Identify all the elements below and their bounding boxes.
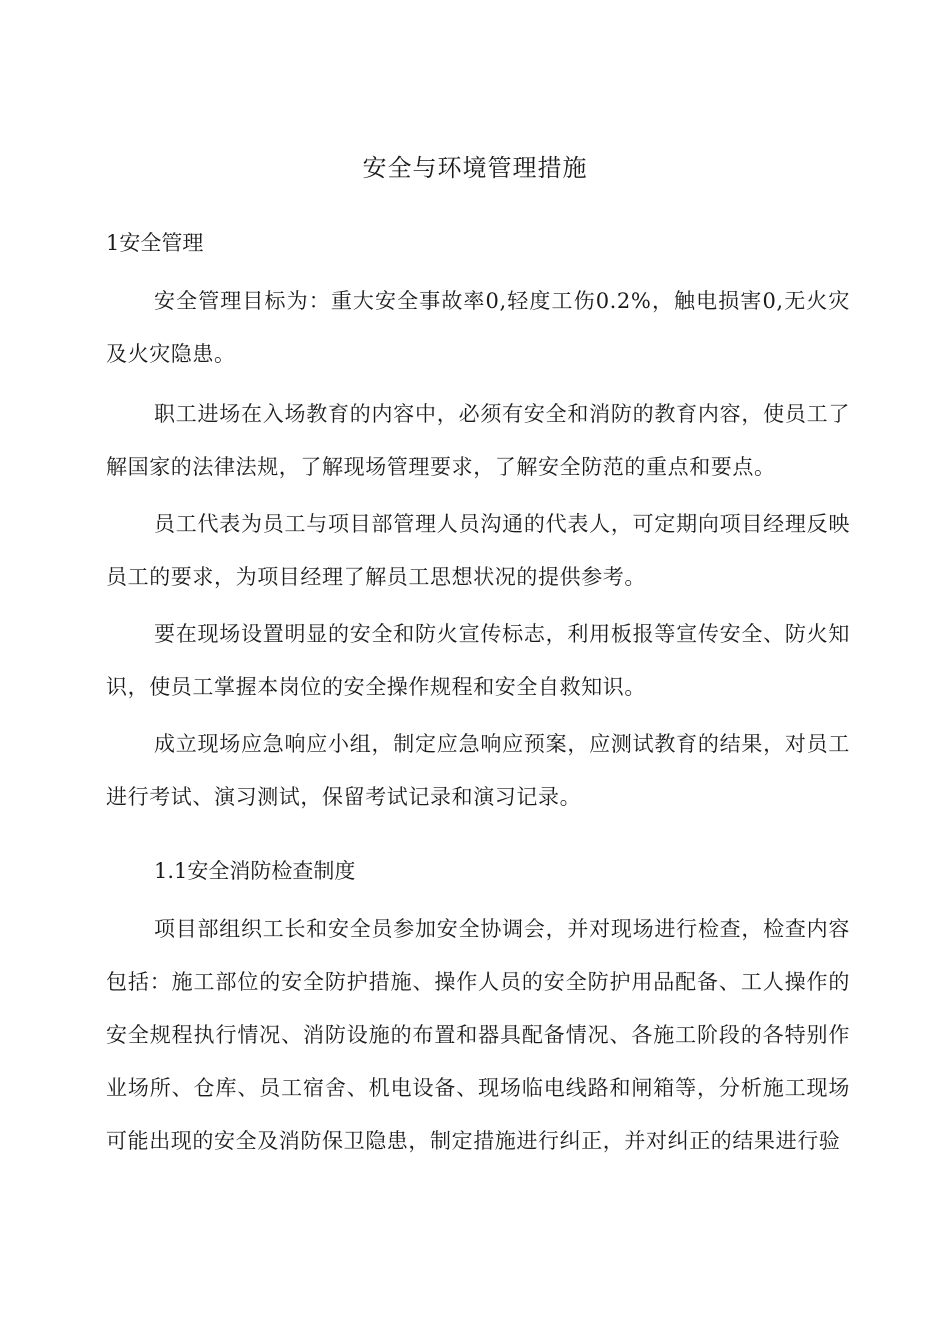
paragraph-safety-goals: 安全管理目标为：重大安全事故率0,轻度工伤0.2%，触电损害0,无火灾及火灾隐患。 (106, 289, 850, 366)
section-1-heading: 1安全管理 (106, 231, 204, 255)
paragraph-inspection-system: 项目部组织工长和安全员参加安全协调会，并对现场进行检查，检查内容包括：施工部位的安全防护措施、操作人员的安全防护用品配备、工人操作的安全规程执行情况、消防设施的布置和器具配备情况、各施工阶段的各特别作业场所、仓库、员工宿舍、机电设备、现场临电线路和闸箱等，分析施工现场可能出现的安全及消防保卫隐患，制定措施进行纠正，并对纠正的结果进行验 (106, 917, 850, 1153)
paragraph-entry-education: 职工进场在入场教育的内容中，必须有安全和消防的教育内容，使员工了解国家的法律法规，了解现场管理要求，了解安全防范的重点和要点。 (106, 402, 850, 479)
document-title: 安全与环境管理措施 (362, 154, 588, 182)
paragraph-employee-representative: 员工代表为员工与项目部管理人员沟通的代表人，可定期向项目经理反映员工的要求，为项目经理了解员工思想状况的提供参考。 (106, 512, 850, 589)
paragraph-safety-signage: 要在现场设置明显的安全和防火宣传标志，利用板报等宣传安全、防火知识，使员工掌握本岗位的安全操作规程和安全自救知识。 (106, 622, 850, 699)
paragraph-emergency-response: 成立现场应急响应小组，制定应急响应预案，应测试教育的结果，对员工进行考试、演习测试，保留考试记录和演习记录。 (106, 732, 850, 809)
section-1-1-heading: 1.1安全消防检查制度 (154, 859, 356, 883)
